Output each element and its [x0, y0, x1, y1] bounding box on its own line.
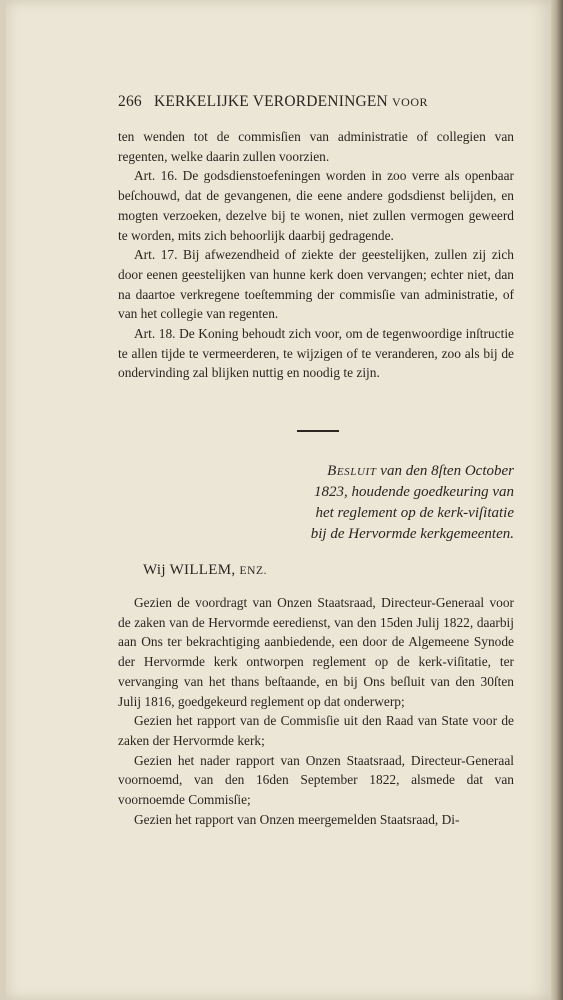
paragraph: ten wenden tot de commisſien van administratie of collegien van regenten, welke daarin zullen voorzien.: [118, 129, 514, 164]
decree-line-2: 1823, houdende goedkeuring van: [314, 484, 514, 500]
section-divider: [297, 430, 339, 432]
decree-line-3: het reglement op de kerk-viſitatie: [315, 505, 514, 521]
paragraph: Gezien het rapport van de Commisſie uit den Raad van State voor de zaken der Hervormde kerk;: [118, 713, 514, 748]
paragraph: Art. 17. Bij afwezendheid of ziekte der geestelijken, zullen zij zich door eenen geestelijken van hunne kerk doen vervangen; echter niet, dan na daartoe verkregene toeſtemming der commisſie van administratie, of van het collegie van regenten.: [118, 247, 514, 322]
paragraph: Art. 16. De godsdienstoefeningen worden in zoo verre als openbaar beſchouwd, dat de gevangenen, die eene andere godsdienst belijden, en mogten verzoeken, dezelve bij te wonen, niet zullen vermogen geweerd te worden, mits zich behoorlijk daarbij gedragende.: [118, 168, 514, 243]
considerations-text: [118, 593, 514, 829]
paragraph: Gezien het rapport van Onzen meergemelden Staatsraad, Di-: [134, 811, 460, 827]
running-title-end: VOOR: [392, 95, 429, 109]
royal-salutation: [143, 562, 267, 579]
paragraph: Art. 18. De Koning behoudt zich voor, om de tegenwoordige inſtructie te allen tijde te vermeerderen, te wijzigen of te veranderen, zoo als bij de ondervinding zal blijken nuttig en noodig te zijn.: [118, 326, 514, 381]
page-edge: [551, 0, 563, 1000]
king-name: Wij WILLEM,: [143, 562, 236, 578]
articles-text: [118, 127, 514, 383]
paragraph: Gezien het nader rapport van Onzen Staatsraad, Directeur-Generaal voornoemd, van den 16den September 1822, alsmede dat van voornoemde Commisſie;: [118, 752, 514, 808]
enz-label: ENZ.: [239, 565, 268, 577]
page-number: 266: [118, 93, 142, 110]
paragraph: Gezien de voordragt van Onzen Staatsraad, Directeur-Generaal voor de zaken van de Hervormde eeredienst, van den 15den Julij 1822, daarbij aan Ons ter bekrachtiging aanbiedende, een door de Algemeene Synode der Hervormde kerk ontworpen reglement op de kerk-viſitatie, ter vervanging van het thans beſtaande, en bij Ons beſluit van den 30ſten Julij 1816, goedgekeurd reglement op dat onderwerp;: [118, 595, 514, 709]
running-title: KERKELIJKE VERORDENINGEN: [153, 93, 388, 110]
running-header: [118, 93, 514, 111]
decree-lead: Besluit: [327, 463, 377, 479]
decree-heading: [240, 461, 514, 545]
decree-line-1: van den 8ſten October: [376, 463, 514, 479]
decree-line-4: bij de Hervormde kerkgemeenten.: [310, 526, 514, 542]
